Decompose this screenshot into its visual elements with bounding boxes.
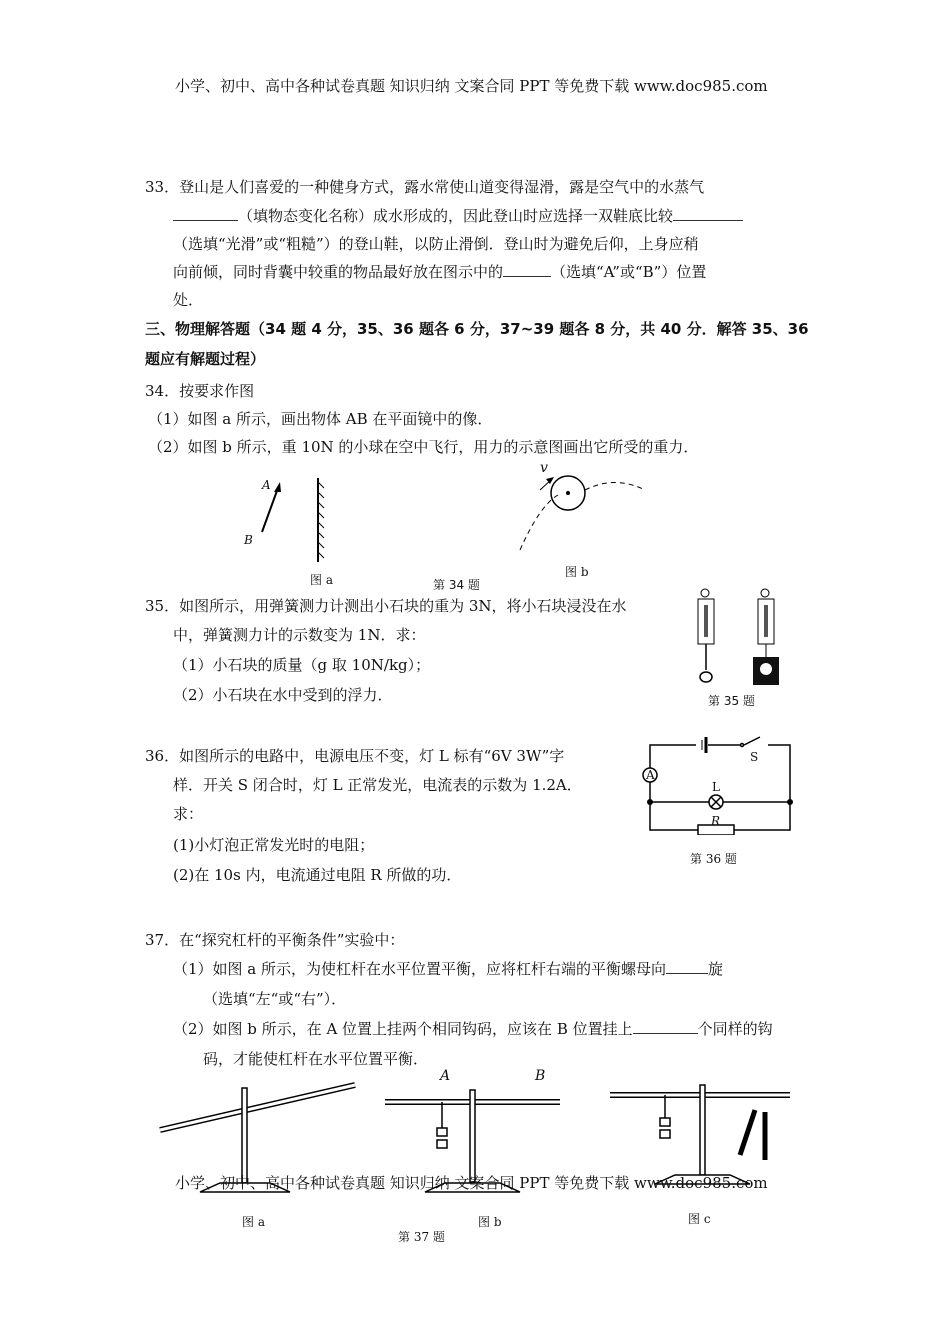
answer-blank[interactable] <box>666 961 708 974</box>
q34-part1: （1）如图 a 所示，画出物体 AB 在平面镜中的像． <box>148 410 493 428</box>
page-header: 小学、初中、高中各种试卷真题 知识归纳 文案合同 PPT 等免费下载 www.doc985.com <box>175 77 768 95</box>
q35-line2: 中，弹簧测力计的示数变为 1N．求： <box>173 626 426 644</box>
label-a: A <box>262 478 271 492</box>
position-a-label: A <box>440 1068 451 1084</box>
q33-line4-text: 向前倾，同时背囊中较重的物品最好放在图示中的 <box>173 263 504 281</box>
answer-blank[interactable] <box>503 264 551 277</box>
q37-line1: 37．在“探究杠杆的平衡条件”实验中： <box>145 931 405 949</box>
section-heading-cont: 题应有解题过程） <box>145 350 266 368</box>
fig37c-caption: 图 c <box>688 1212 711 1226</box>
q33-line1: 33．登山是人们喜爱的一种健身方式，露水常使山道变得湿滑，露是空气中的水蒸气 <box>145 178 705 196</box>
answer-blank[interactable] <box>673 208 743 221</box>
q37-part1 <box>173 958 723 979</box>
section-heading: 三、物理解答题（34 题 4 分，35、36 题各 6 分，37~39 题各 8 分，共 40 分．解答 35、36 <box>145 320 809 338</box>
q36-part2: (2)在 10s 内，电流通过电阻 R 所做的功． <box>173 866 462 884</box>
q37-part1-text: （1）如图 a 所示，为使杠杆在水平位置平衡，应将杠杆右端的平衡螺母向 <box>173 960 667 978</box>
q37-part2-cont: 码，才能使杠杆在水平位置平衡． <box>203 1050 429 1068</box>
label-b: B <box>244 533 253 547</box>
page-footer: 小学、初中、高中各种试卷真题 知识归纳 文案合同 PPT 等免费下载 www.doc985.com <box>175 1174 768 1192</box>
resistor-label: R <box>711 814 721 828</box>
q36-line1: 36．如图所示的电路中，电源电压不变，灯 L 标有“6V 3W”字 <box>145 747 565 765</box>
figure-34a-mirror <box>240 470 340 570</box>
q36-line2: 样．开关 S 闭合时，灯 L 正常发光，电流表的示数为 1.2A． <box>173 776 582 794</box>
q33-line5: 处． <box>173 291 204 309</box>
switch-label: S <box>750 750 759 764</box>
answer-blank[interactable] <box>633 1021 698 1034</box>
q35-line1: 35．如图所示，用弹簧测力计测出小石块的重为 3N，将小石块浸没在水 <box>145 597 627 615</box>
q37-part2 <box>173 1018 773 1039</box>
q34-caption: 第 34 题 <box>433 578 480 592</box>
q36-line3: 求： <box>173 805 204 823</box>
q33-line2 <box>173 205 743 226</box>
lamp-label: L <box>712 780 720 794</box>
q37-caption: 第 37 题 <box>398 1230 445 1244</box>
q37-part2-tail: 个同样的钩 <box>697 1020 773 1038</box>
figure-34b-ball <box>510 465 660 555</box>
q33-line4-tail: （选填“A”或“B”）位置 <box>551 263 707 281</box>
q37-part1-cont: （选填“左“或“右”）． <box>203 990 347 1008</box>
q37-part2-text: （2）如图 b 所示，在 A 位置上挂两个相同钩码，应该在 B 位置挂上 <box>173 1020 633 1038</box>
q35-part2: （2）小石块在水中受到的浮力． <box>173 686 393 704</box>
q33-line2-text: （填物态变化名称）成水形成的，因此登山时应选择一双鞋底比较 <box>238 207 674 225</box>
q34-part2: （2）如图 b 所示，重 10N 的小球在空中飞行，用力的示意图画出它所受的重力． <box>148 438 699 456</box>
q34-title: 34．按要求作图 <box>145 382 255 400</box>
ammeter-label: A <box>646 768 655 782</box>
q33-line3: （选填“光滑”或“粗糙”）的登山鞋，以防止滑倒．登山时为避免后仰，上身应稍 <box>173 235 699 253</box>
q36-caption: 第 36 题 <box>690 852 737 866</box>
fig-b-caption: 图 b <box>565 565 589 579</box>
fig37a-caption: 图 a <box>242 1215 265 1229</box>
label-v: v <box>540 460 548 476</box>
answer-blank[interactable] <box>173 208 238 221</box>
q36-part1: (1)小灯泡正常发光时的电阻； <box>173 836 375 854</box>
position-b-label: B <box>535 1068 546 1084</box>
fig37b-caption: 图 b <box>478 1215 502 1229</box>
q35-caption: 第 35 题 <box>708 694 755 708</box>
fig-a-caption: 图 a <box>310 573 333 587</box>
q35-part1: （1）小石块的质量（g 取 10N/kg）； <box>173 656 431 674</box>
q37-part1-tail: 旋 <box>708 960 724 978</box>
q33-line4 <box>173 261 706 282</box>
figure-35-spring-scales <box>690 585 790 690</box>
